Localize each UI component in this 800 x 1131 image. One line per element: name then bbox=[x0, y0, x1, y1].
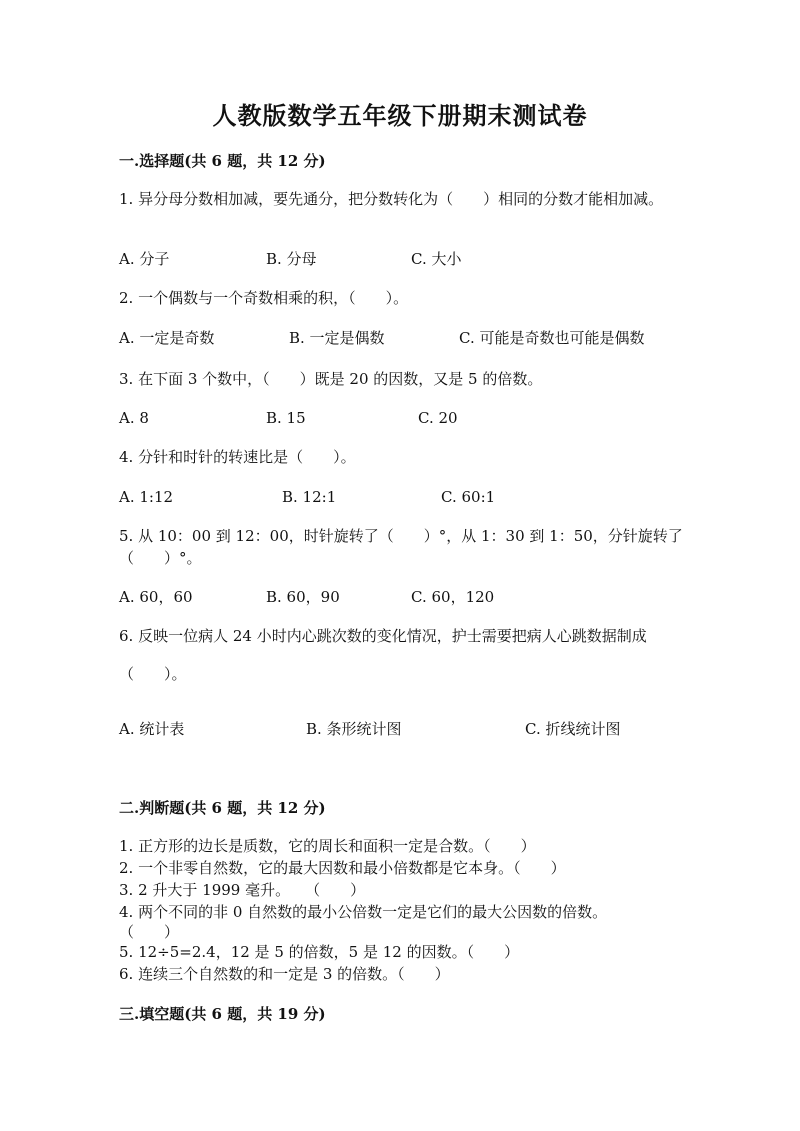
judge-question: 1. 正方形的边长是质数，它的周长和面积一定是合数。（ ） bbox=[119, 837, 536, 855]
option-c: C. 60:1 bbox=[441, 488, 496, 506]
question-stem: 4. 分针和时针的转速比是（ ）。 bbox=[119, 448, 356, 466]
options-row bbox=[119, 486, 684, 508]
question-stem: 3. 在下面 3 个数中，（ ）既是 20 的因数，又是 5 的倍数。 bbox=[119, 370, 543, 388]
option-b: B. 15 bbox=[266, 409, 306, 427]
option-b: B. 分母 bbox=[266, 250, 317, 268]
option-c: C. 大小 bbox=[411, 250, 462, 268]
options-row bbox=[119, 327, 684, 349]
options-row bbox=[119, 248, 684, 270]
option-a: A. 1:12 bbox=[119, 488, 174, 506]
page-title: 人教版数学五年级下册期末测试卷 bbox=[212, 101, 588, 130]
question-stem-continued: （ ）。 bbox=[119, 665, 187, 683]
option-b: B. 60，90 bbox=[266, 588, 340, 606]
option-c: C. 20 bbox=[418, 409, 458, 427]
judge-question-continued: （ ） bbox=[119, 923, 180, 941]
option-c: C. 折线统计图 bbox=[525, 720, 621, 738]
judge-question: 4. 两个不同的非 0 自然数的最小公倍数一定是它们的最大公因数的倍数。 bbox=[119, 903, 608, 921]
judge-question: 6. 连续三个自然数的和一定是 3 的倍数。（ ） bbox=[119, 965, 450, 983]
option-a: A. 8 bbox=[119, 409, 149, 427]
option-a: A. 60，60 bbox=[119, 588, 193, 606]
judge-question: 2. 一个非零自然数，它的最大因数和最小倍数都是它本身。（ ） bbox=[119, 859, 566, 877]
question-stem: 1. 异分母分数相加减，要先通分，把分数转化为（ ）相同的分数才能相加减。 bbox=[119, 190, 664, 208]
option-a: A. 分子 bbox=[119, 250, 170, 268]
section-heading-judge: 二.判断题(共 6 题，共 12 分) bbox=[119, 799, 326, 817]
option-c: C. 60，120 bbox=[411, 588, 495, 606]
option-b: B. 条形统计图 bbox=[306, 720, 402, 738]
question-stem: 2. 一个偶数与一个奇数相乘的积，（ ）。 bbox=[119, 289, 409, 307]
option-b: B. 一定是偶数 bbox=[289, 329, 385, 347]
judge-question: 3. 2 升大于 1999 毫升。 （ ） bbox=[119, 881, 366, 899]
options-row bbox=[119, 407, 684, 429]
section-heading-fill: 三.填空题(共 6 题，共 19 分) bbox=[119, 1005, 326, 1023]
section-heading-choice: 一.选择题(共 6 题，共 12 分) bbox=[119, 152, 326, 170]
option-b: B. 12:1 bbox=[282, 488, 337, 506]
question-stem: 5. 从 10：00 到 12：00，时针旋转了（ ）°，从 1：30 到 1：50，分针旋转了（ ）°。 bbox=[119, 527, 683, 567]
option-a: A. 一定是奇数 bbox=[119, 329, 215, 347]
question-stem: 6. 反映一位病人 24 小时内心跳次数的变化情况，护士需要把病人心跳数据制成 bbox=[119, 627, 647, 645]
options-row bbox=[119, 586, 684, 608]
judge-question: 5. 12÷5=2.4，12 是 5 的倍数，5 是 12 的因数。（ ） bbox=[119, 943, 520, 961]
option-c: C. 可能是奇数也可能是偶数 bbox=[459, 329, 645, 347]
option-a: A. 统计表 bbox=[119, 720, 185, 738]
options-row bbox=[119, 718, 684, 740]
